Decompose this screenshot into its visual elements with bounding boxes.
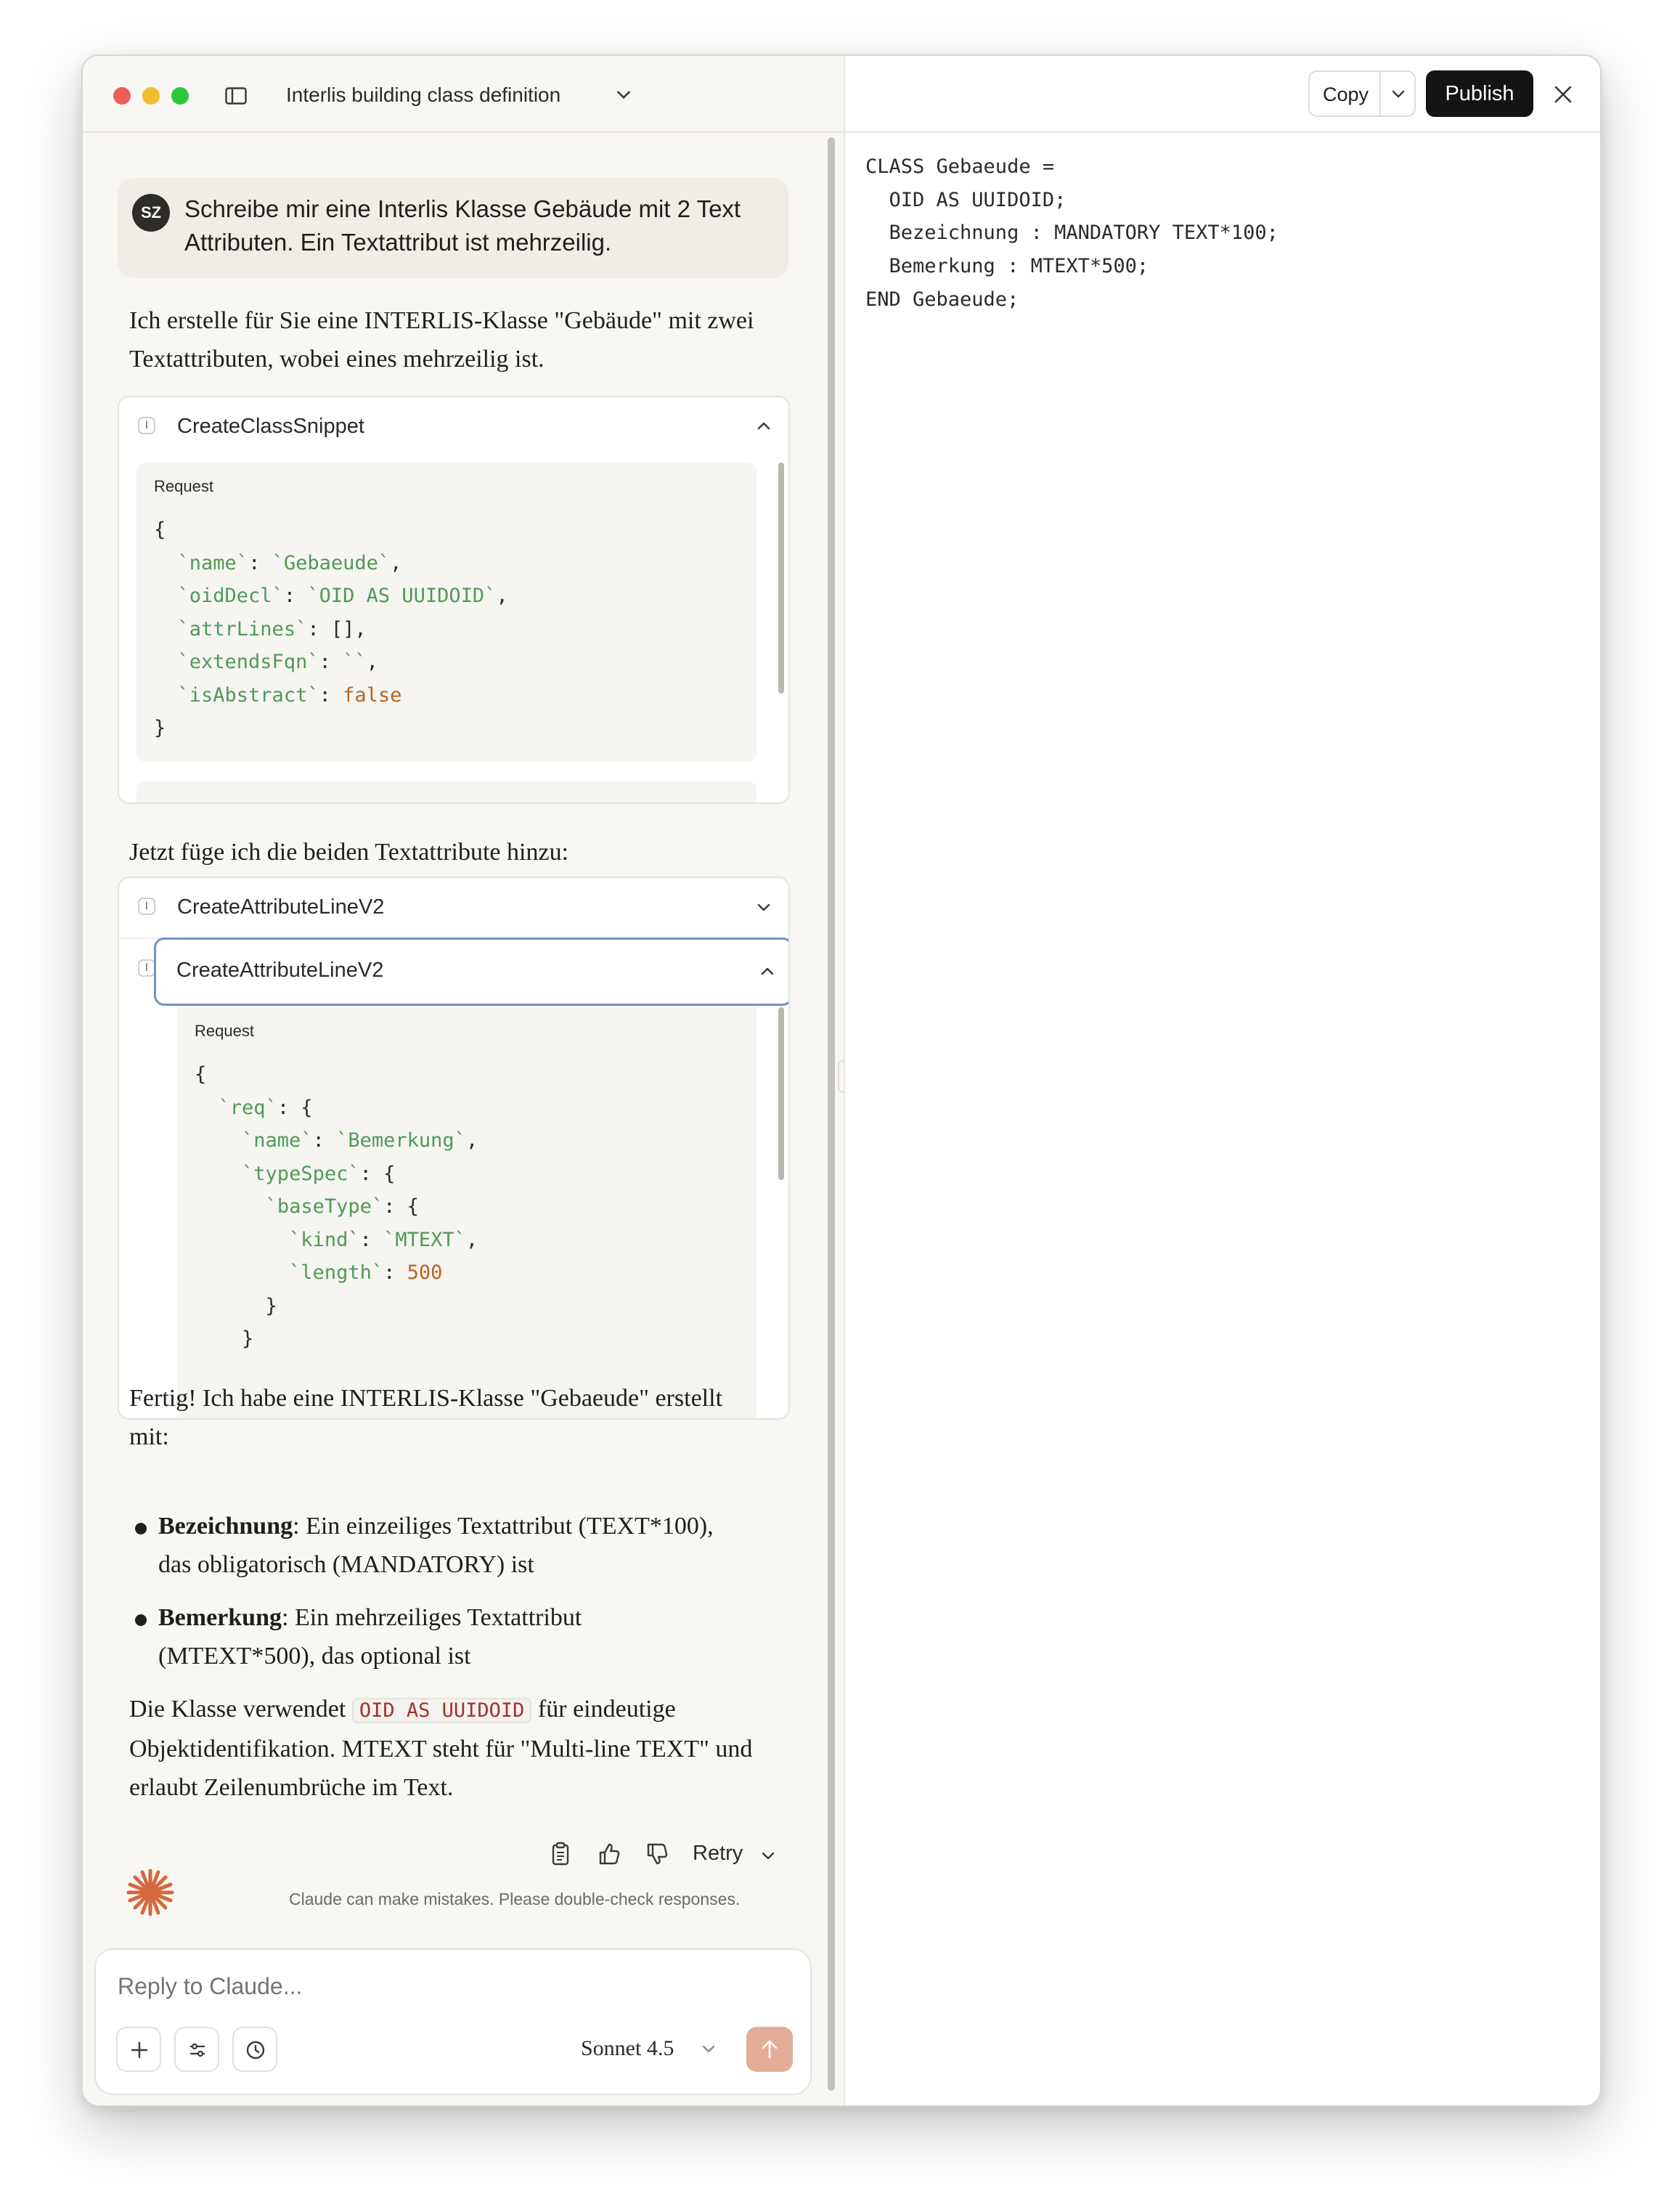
tool-call-header-focused[interactable]	[154, 938, 790, 1006]
history-button[interactable]	[232, 2027, 277, 2072]
final-intro-text: Fertig! Ich habe eine INTERLIS-Klasse "Gebaeude" erstellt mit:	[129, 1385, 723, 1450]
app-window	[81, 54, 1602, 2107]
tool-icon: I	[138, 959, 155, 977]
json-value: false	[343, 683, 402, 707]
bullet-dot	[135, 1614, 147, 1626]
tool-icon: I	[138, 898, 155, 915]
plus-icon	[130, 2041, 149, 2059]
final-closing-text: Die Klasse verwendet OID AS UUIDOID für eindeutige Objektidentifikation. MTEXT steht für "Multi-line TEXT" und erlaubt Zeilenumbrüche im Text.	[129, 1696, 753, 1801]
tool-call-create-class	[118, 396, 790, 804]
bullet-text: : Ein mehrzeiliges Textattribut (MTEXT*500), das optional ist	[158, 1604, 582, 1670]
clock-icon	[245, 2040, 266, 2060]
chat-scrollbar[interactable]	[828, 137, 835, 2091]
retry-button[interactable]: Retry	[693, 1842, 743, 1865]
bullet-item	[158, 1507, 739, 1584]
sliders-icon	[188, 2041, 207, 2059]
model-selector[interactable]: Sonnet 4.5	[581, 2036, 674, 2060]
json-value: MTEXT	[395, 1228, 454, 1251]
divider	[1379, 72, 1381, 115]
user-message	[118, 178, 788, 278]
bullet-term: Bezeichnung	[158, 1513, 293, 1540]
user-message-text: Schreibe mir eine Interlis Klasse Gebäude mit 2 Text Attributen. Ein Textattribut ist mehrzeilig.	[184, 195, 741, 256]
assistant-mid-text: Jetzt füge ich die beiden Textattribute hinzu:	[129, 839, 569, 866]
request-label: Request	[195, 1022, 254, 1040]
json-value: Bemerkung	[348, 1129, 454, 1152]
send-button[interactable]	[746, 2027, 793, 2072]
chevron-down-icon[interactable]	[1390, 85, 1407, 102]
tool-icon: I	[138, 417, 155, 434]
chevron-up-icon[interactable]	[759, 963, 776, 980]
chevron-down-icon[interactable]	[755, 898, 772, 916]
publish-label: Publish	[1445, 82, 1514, 105]
tool-call-header[interactable]	[119, 397, 788, 455]
bullet-text: : Ein einzeiliges Textattribut (TEXT*100), das obligatorisch (MANDATORY) ist	[158, 1513, 714, 1578]
arrow-up-icon	[760, 2039, 779, 2059]
tools-button[interactable]	[174, 2027, 219, 2072]
publish-button[interactable]	[1426, 70, 1533, 117]
bullet-term: Bemerkung	[158, 1604, 282, 1631]
request-code-block	[136, 463, 757, 762]
bullet-dot	[135, 1523, 147, 1534]
avatar: SZ	[132, 194, 170, 232]
close-window-button[interactable]	[113, 87, 131, 105]
tool-call-header[interactable]	[119, 878, 788, 938]
chevron-down-icon[interactable]	[614, 85, 633, 104]
json-value: []	[330, 617, 355, 641]
code-scrollbar[interactable]	[778, 1007, 784, 1180]
code-scrollbar[interactable]	[778, 463, 784, 694]
thumbs-down-icon[interactable]	[643, 1841, 669, 1867]
conversation-title[interactable]: Interlis building class definition	[286, 84, 561, 106]
chat-header	[83, 56, 844, 133]
tool-call-name: CreateClassSnippet	[177, 415, 364, 438]
artifact-pane	[844, 56, 1602, 2105]
add-button[interactable]	[116, 2027, 161, 2072]
zoom-window-button[interactable]	[171, 87, 189, 105]
claude-logo-icon	[125, 1867, 176, 1918]
tool-call-group	[118, 877, 790, 1420]
minimize-window-button[interactable]	[142, 87, 160, 105]
collapsed-response-block	[136, 781, 757, 804]
chevron-down-icon[interactable]	[700, 2040, 717, 2057]
json-value: OID AS UUIDOID	[319, 585, 485, 607]
sidebar-toggle-icon[interactable]	[225, 87, 247, 105]
request-label: Request	[154, 477, 213, 495]
json-value: Gebaeude	[283, 551, 378, 574]
json-value: 500	[407, 1261, 443, 1284]
artifact-code: CLASS Gebaeude = OID AS UUIDOID; Bezeichnung : MANDATORY TEXT*100; Bemerkung : MTEXT*500; END Gebaeude;	[865, 155, 1279, 311]
copy-label: Copy	[1323, 84, 1369, 105]
assistant-intro-text: Ich erstelle für Sie eine INTERLIS-Klasse "Gebäude" mit zwei Textattributen, wobei eines mehrzeilig ist.	[129, 307, 754, 373]
request-code-block	[177, 1007, 757, 1420]
copy-button[interactable]	[1308, 70, 1416, 117]
chat-pane	[83, 56, 844, 2105]
tool-call-name: CreateAttributeLineV2	[176, 959, 384, 982]
clipboard-icon[interactable]	[547, 1841, 574, 1867]
chevron-up-icon[interactable]	[755, 418, 772, 435]
reply-input[interactable]: Reply to Claude...	[118, 1973, 303, 1999]
disclaimer-text: Claude can make mistakes. Please double-check responses.	[289, 1890, 741, 1908]
request-json: { `name`: `Gebaeude`, `oidDecl`: `OID AS UUIDOID`, `attrLines`: [], `extendsFqn`: ``, `isAbstract`: false }	[154, 519, 508, 739]
chevron-down-icon[interactable]	[759, 1847, 777, 1864]
tool-call-name: CreateAttributeLineV2	[177, 895, 385, 919]
close-icon[interactable]	[1552, 84, 1574, 105]
composer[interactable]	[94, 1948, 812, 2095]
thumbs-up-icon[interactable]	[595, 1841, 621, 1867]
bullet-item	[158, 1598, 739, 1675]
request-json: { `req`: { `name`: `Bemerkung`, `typeSpec`: { `baseType`: { `kind`: `MTEXT`, `length`: 500 } }	[195, 1063, 478, 1350]
inline-code: OID AS UUIDOID	[352, 1698, 532, 1723]
